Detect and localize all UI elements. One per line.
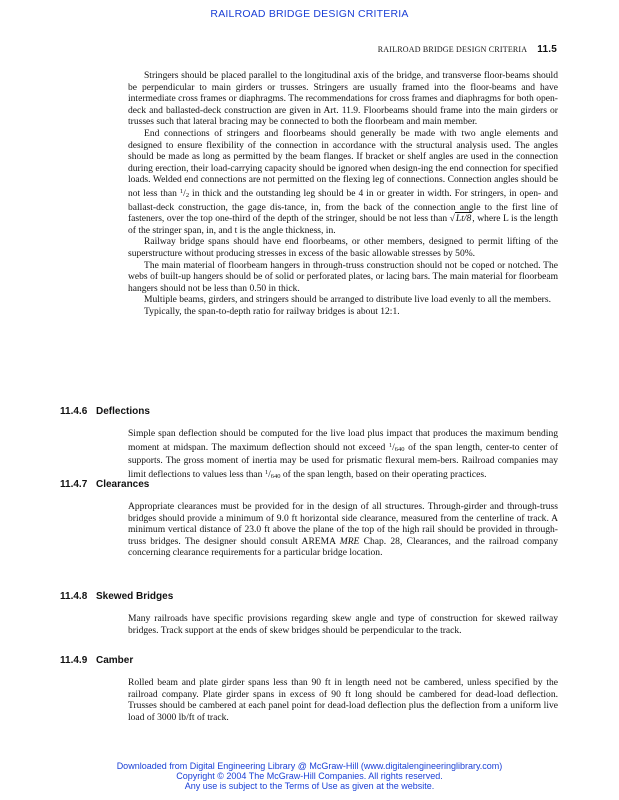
deflections-text: Simple span deflection should be computed for the live load plus impact that produces the maximum bending moment at midspan. The maximum deflection should not exceed $^1$/640 of the span length, center-to center of supports. The gross moment of inertia may be used for prismatic flexural mem-bers. Railroad companies may limit deflections to values less than $^1$/640 of the span length, based on their operating practices. <box>128 428 559 480</box>
running-head <box>378 44 557 55</box>
paragraph: The main material of floorbeam hangers in through-truss construction should not be coped or notched. The webs of built-up hangers should be of solid or perforated plates, or lacing bars. The main material for floorbeam hangers should not be less than 0.50 in thick. <box>128 259 558 294</box>
paragraph: Railway bridge spans should have end floorbeams, or other members, designed to permit lifting of the superstructure without producing stresses in excess of the basic allowable stresses by 50%. <box>128 236 558 259</box>
paragraph: Multiple beams, girders, and stringers should be arranged to distribute live load evenly to all the members. <box>144 294 551 306</box>
paragraph: End connections of stringers and floorbeams should generally be made with two angle elements and designed to ensure flexibility of the connection in accordance with the structural analysis used. The angles should be made as long as permitted by the beam flanges. If bracket or shelf angles are used in the connection during erection, their load-carrying capacity should be ignored when design-ing the end connection for specified loads. Welded end connections are not permitted on the flexing leg of connections. Connection angles should be not less than $^1$/2 in thick and the outstanding leg should be 4 in or greater in width. For stringers, in open- and ballast-deck construction, the gage dis-tance, in, from the back of the connection angle to the first line of fasteners, over the top one-third of the depth of the stringer, should be not less than √Lt/8, where L is the length of the stringer span, in, and t is the angle thickness, in. <box>128 127 559 236</box>
footer-copyright: Copyright © 2004 The McGraw-Hill Companies. All rights reserved. <box>176 771 443 782</box>
heading-skewed-bridges: 11.4.8 Skewed Bridges <box>60 591 174 602</box>
heading-camber: 11.4.9 Camber <box>60 655 134 666</box>
heading-clearances: 11.4.7 Clearances <box>60 479 150 490</box>
page-number: 11.5 <box>537 44 557 55</box>
intro-text <box>128 70 558 317</box>
footer-notice <box>0 761 619 792</box>
paragraph: Stringers should be placed parallel to the longitudinal axis of the bridge, and transverse floor-beams should be perpendicular to main girders or trusses. Stringers are usually framed into the floor-beams and have intermediate cross frames or diaphragms. The recommendations for cross frames and diaphragms for both open-deck and ballasted-deck construction are given in Art. 11.9. Floorbeams should frame into the main girders or trusses such that lateral bracing may be connected to both the floorbeam and main member. <box>128 70 558 128</box>
camber-text: Rolled beam and plate girder spans less than 90 ft in length need not be cambered, unless specified by the railroad company. Plate girder spans in excess of 90 ft long should be cambered for dead-load deflection. Trusses should be cambered at each panel point for dead-load deflection plus the deflection from a uniform live load of 3000 lb/ft of track. <box>128 677 558 723</box>
heading-deflections: 11.4.6 Deflections <box>60 406 150 417</box>
paragraph: Typically, the span-to-depth ratio for railway bridges is about 12:1. <box>144 305 400 317</box>
running-head-title: RAILROAD BRIDGE DESIGN CRITERIA <box>377 45 528 54</box>
top-banner: RAILROAD BRIDGE DESIGN CRITERIA <box>210 8 409 20</box>
footer-download-link[interactable]: Downloaded from Digital Engineering Library @ McGraw-Hill (www.digitalengineeringlibrary.com) <box>116 761 503 771</box>
footer-terms-link[interactable]: Any use is subject to the Terms of Use as given at the website. <box>184 781 435 792</box>
sqrt-expression: Lt/8 <box>455 213 472 225</box>
clearances-text: Appropriate clearances must be provided for in the design of all structures. Through-girder and through-truss bridges should provide a minimum of 9.0 ft horizontal side clearance, measured from the centerline of track. A minimum vertical distance of 23.0 ft above the plane of the top of the high rail should be provided in through-truss bridges. The designer should consult AREMA MRE Chap. 28, Clearances, and the railroad company concerning clearance requirements for a particular bridge location. <box>128 501 558 559</box>
skewed-bridges-text: Many railroads have specific provisions regarding skew angle and type of construction for skewed railway bridges. Track support at the ends of skew bridges should be perpendicular to the track. <box>128 613 558 636</box>
